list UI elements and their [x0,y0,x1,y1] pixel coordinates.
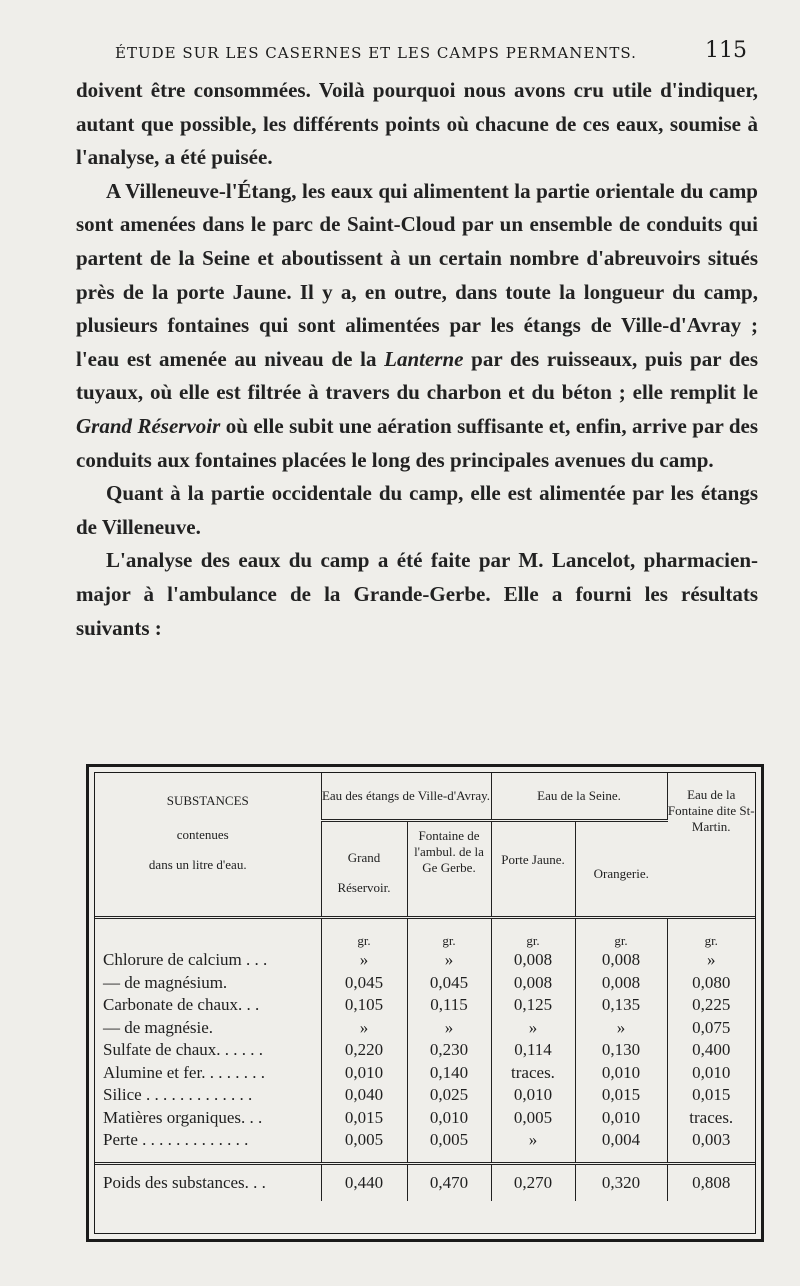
value-cell: 0,008 [491,949,575,972]
substance-name: Silice . . . . . . . . . . . . . [95,1084,321,1107]
total-value: 0,440 [321,1163,407,1201]
subheader-orangerie: Orangerie. [575,821,667,918]
value-cell: 0,015 [692,1085,731,1105]
paragraph-1: doivent être consommées. Voilà pourquoi nous avons cru utile d'indiquer, autant que possible, les différents points où chacune de ces eaux, soumise à l'analyse, a été puisée. [76,78,758,170]
substance-name: Perte . . . . . . . . . . . . . [95,1129,321,1152]
substance-name: — de magnésie. [95,1017,321,1040]
value-cell: 0,003 [692,1130,731,1150]
table-row [95,1107,755,1130]
value-cell: 0,005 [491,1107,575,1130]
value-cell: 0,008 [575,949,667,972]
table-row [95,1062,755,1085]
body-text [76,74,758,645]
total-label: Poids des substances. . . [95,1163,321,1201]
spacer-row [95,1152,755,1164]
reservoir-label: Réservoir. [337,880,391,895]
running-title: ÉTUDE SUR LES CASERNES ET LES CAMPS PERMANENTS. [115,44,637,62]
paragraph-2-part-c: où elle subit une aération suffisante et, enfin, arrive par des conduits aux fontaines placées le long des principales avenues du camp. [76,413,758,472]
italic-grand-reservoir: Grand Réservoir [76,413,221,438]
value-cell: 0,080 [692,972,731,992]
value-cell: » [407,1017,491,1040]
value-cell: 0,140 [407,1062,491,1085]
table-body [95,949,755,1152]
value-cell: 0,045 [407,972,491,995]
total-row [95,1163,755,1201]
value-cell: » [321,1017,407,1040]
substance-name: Carbonate de chaux. . . [95,994,321,1017]
value-cell: 0,008 [575,972,667,995]
unit-cell-empty [95,918,321,950]
table-row [95,1039,755,1062]
value-cell: 0,105 [321,994,407,1017]
value-cell: 0,045 [321,972,407,995]
value-cell: 0,010 [491,1084,575,1107]
value-cell: 0,220 [321,1039,407,1062]
analysis-table-inner [94,772,756,1234]
value-cell: » [491,1129,575,1152]
value-cell: 0,400 [692,1040,731,1060]
total-value: 0,808 [667,1163,755,1201]
table-row [95,1084,755,1107]
italic-lanterne: Lanterne [384,346,464,371]
value-cell: 0,114 [491,1039,575,1062]
substances-header [95,773,321,918]
value-cell: 0,010 [321,1062,407,1085]
value-cell: 0,075 [692,1017,731,1037]
paragraph-2-part-a: A Villeneuve-l'Étang, les eaux qui alimentent la partie orientale du camp sont amenées dans le parc de Saint-Cloud par un ensemble de conduits qui partent de la Seine et aboutissent à un certain nombre d'abreuvoirs situés près de la porte Jaune. Il y a, en outre, dans toute la longueur du camp, plusieurs fontaines qui sont alimentées par les étangs de Ville-d'Avray ; l'eau est amenée au niveau de la [76,178,758,371]
substance-name: Alumine et fer. . . . . . . . [95,1062,321,1085]
value-cell: » [491,1017,575,1040]
unit-cell: gr. [321,918,407,950]
table-row [95,972,755,995]
value-cell: 0,005 [407,1129,491,1152]
value-cell: 0,005 [321,1129,407,1152]
table-row [95,949,755,972]
total-value: 0,470 [407,1163,491,1201]
value-cell: 0,225 [692,995,731,1015]
value-cell: 0,010 [692,1062,731,1082]
value-cell: 0,010 [575,1062,667,1085]
grand-label: Grand [347,850,381,865]
value-cell: 0,040 [321,1084,407,1107]
value-cell: 0,008 [491,972,575,995]
paragraph-4: L'analyse des eaux du camp a été faite par M. Lancelot, pharmacien-major à l'ambulance de la Grande-Gerbe. Elle a fourni les résultats suivants : [76,548,758,640]
page-header [115,38,747,68]
unit-cell: gr. [704,933,718,948]
value-cell: traces. [491,1062,575,1085]
value-cell: 0,015 [321,1107,407,1130]
value-cell: 0,025 [407,1084,491,1107]
contenues-label: contenues [176,827,229,842]
value-cell: 0,130 [575,1039,667,1062]
group-header-ville-davray: Eau des étangs de Ville-d'Avray. [321,773,491,821]
group-header-saint-martin: Eau de la Fontaine dite St-Martin. [667,773,755,918]
subheader-grand-reservoir [321,821,407,918]
value-cell: 0,135 [575,994,667,1017]
substance-name: Chlorure de calcium . . . [95,949,321,972]
unit-cell: gr. [407,918,491,950]
paragraph-3: Quant à la partie occidentale du camp, elle est alimentée par les étangs de Villeneuve. [76,481,758,539]
unit-cell: gr. [575,918,667,950]
analysis-table-frame [86,764,764,1242]
total-value: 0,270 [491,1163,575,1201]
value-cell: » [575,1017,667,1040]
analysis-table [95,773,755,1201]
value-cell: » [707,950,716,970]
total-value: 0,320 [575,1163,667,1201]
value-cell: 0,004 [575,1129,667,1152]
table-header-row-1 [95,773,755,821]
unit-row [95,918,755,950]
value-cell: » [321,949,407,972]
unit-cell: gr. [491,918,575,950]
subheader-porte-jaune: Porte Jaune. [491,821,575,918]
subheader-fontaine-ambulance: Fontaine de l'ambul. de la Ge Gerbe. [407,821,491,918]
value-cell: 0,115 [407,994,491,1017]
value-cell: 0,125 [491,994,575,1017]
paragraph-2 [76,175,758,477]
per-litre-label: dans un litre d'eau. [148,857,247,872]
value-cell: 0,010 [575,1107,667,1130]
substance-name: Matières organiques. . . [95,1107,321,1130]
table-row [95,1017,755,1040]
value-cell: traces. [689,1107,734,1127]
value-cell: 0,010 [407,1107,491,1130]
substances-label: SUBSTANCES [166,793,249,808]
paragraph-2-part-b: par des ruisseaux, puis par des tuyaux, où elle est filtrée à travers du charbon et du béton ; elle remplit le [76,346,758,405]
value-cell: » [407,949,491,972]
substance-name: Sulfate de chaux. . . . . . [95,1039,321,1062]
value-cell: 0,015 [575,1084,667,1107]
value-cell: 0,230 [407,1039,491,1062]
group-header-seine: Eau de la Seine. [491,773,667,821]
page-number: 115 [705,38,747,63]
table-row [95,994,755,1017]
substance-name: — de magnésium. [95,972,321,995]
table-row [95,1129,755,1152]
